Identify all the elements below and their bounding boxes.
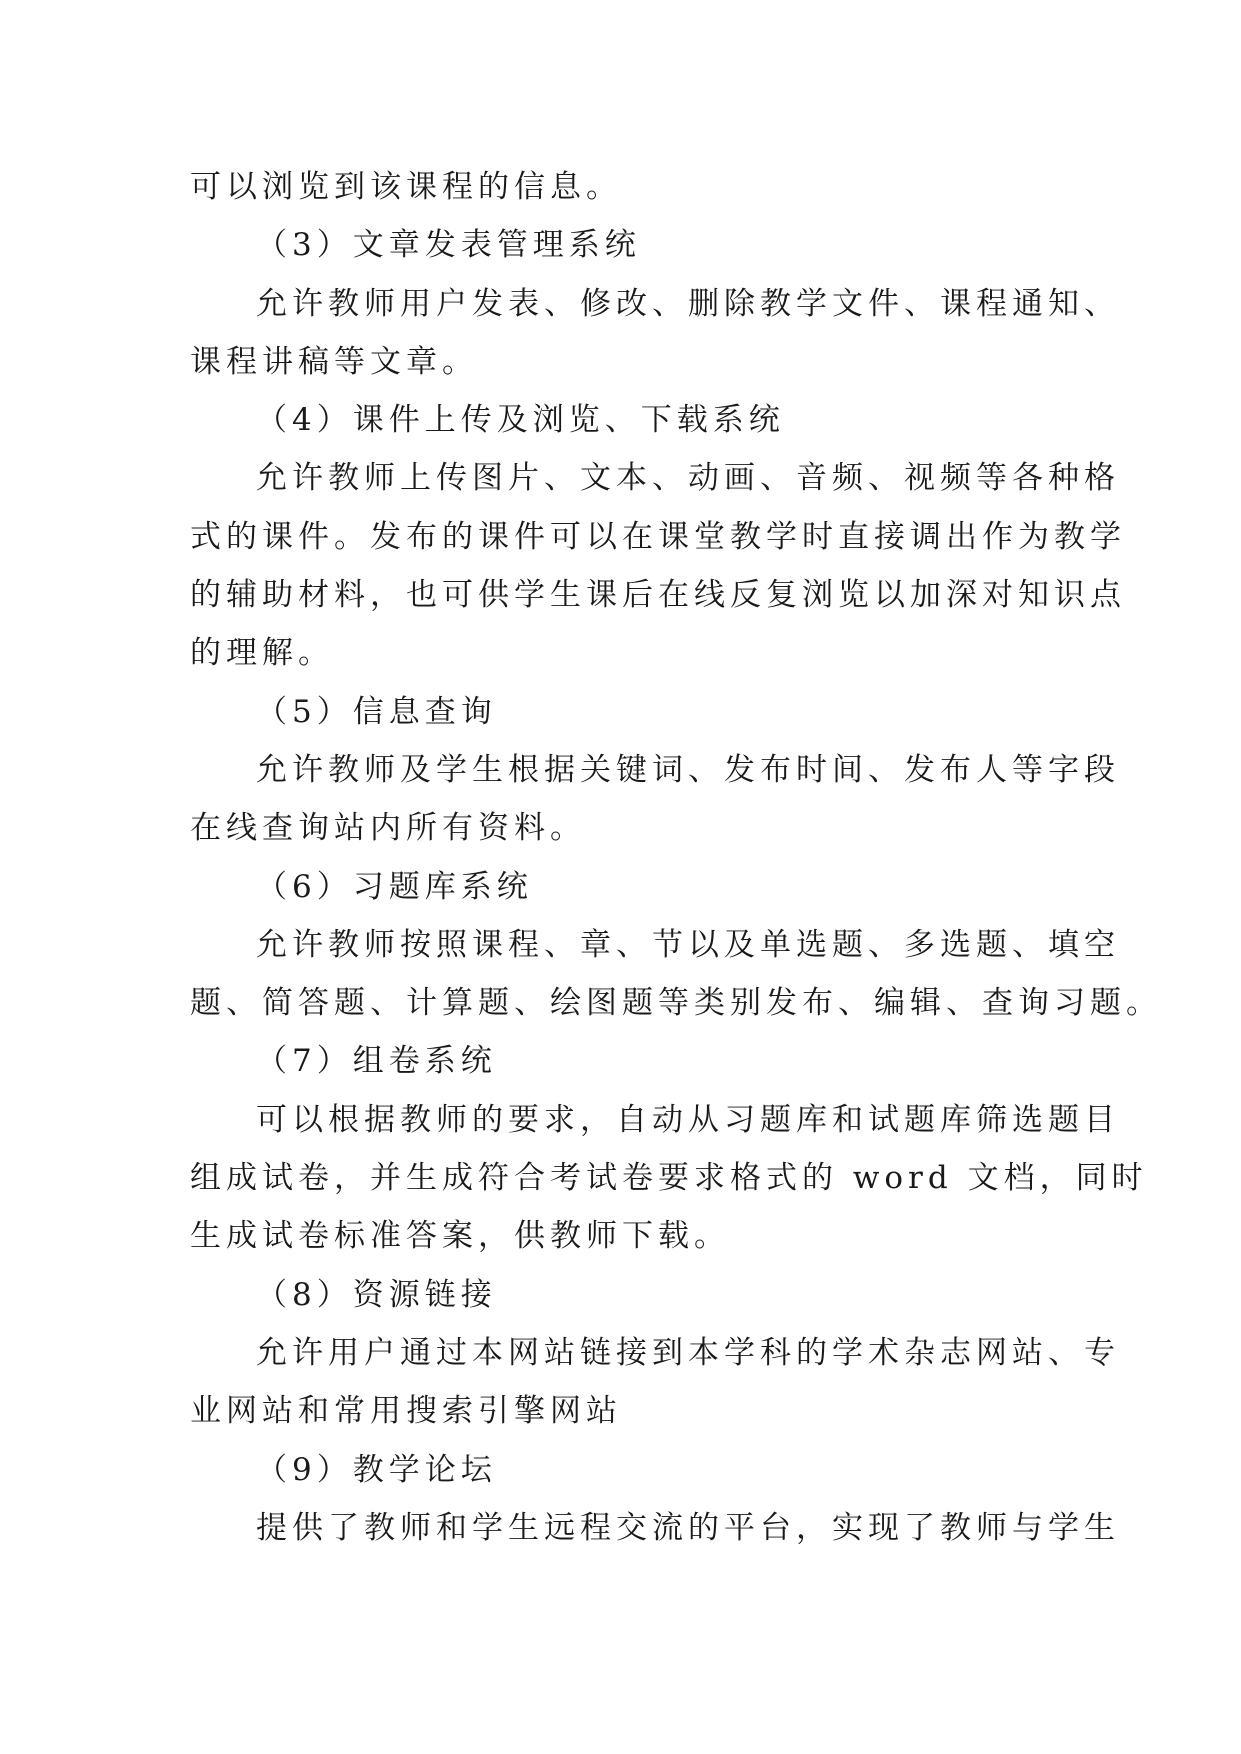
document-body xyxy=(190,158,1162,1557)
paragraph-line: 允许用户通过本网站链接到本学科的学术杂志网站、专 xyxy=(256,1334,1120,1371)
paragraph-line: 业网站和常用搜索引擎网站 xyxy=(190,1393,622,1430)
paragraph-line: 允许教师按照课程、章、节以及单选题、多选题、填空 xyxy=(256,926,1120,963)
paragraph-line: 课程讲稿等文章。 xyxy=(190,343,478,380)
paragraph-line: 可以浏览到该课程的信息。 xyxy=(190,169,622,205)
paragraph-line: 提供了教师和学生远程交流的平台，实现了教师与学生 xyxy=(256,1509,1120,1546)
paragraph-line: 题、简答题、计算题、绘图题等类别发布、编辑、查询习题。 xyxy=(190,985,1162,1022)
paragraph-line: 式的课件。发布的课件可以在课堂教学时直接调出作为教学 xyxy=(190,518,1126,555)
paragraph-line: 的辅助材料，也可供学生课后在线反复浏览以加深对知识点 xyxy=(190,577,1126,614)
paragraph-line: 生成试卷标准答案，供教师下载。 xyxy=(190,1218,730,1255)
section-heading: （7）组卷系统 xyxy=(256,1043,497,1080)
section-heading: （8）资源链接 xyxy=(256,1276,497,1313)
paragraph-line: 的理解。 xyxy=(190,635,334,672)
section-heading: （6）习题库系统 xyxy=(256,868,533,905)
paragraph-line: 允许教师及学生根据关键词、发布时间、发布人等字段 xyxy=(256,751,1120,788)
paragraph-line: 允许教师上传图片、文本、动画、音频、视频等各种格 xyxy=(256,460,1120,497)
paragraph-line: 可以根据教师的要求，自动从习题库和试题库筛选题目 xyxy=(256,1101,1120,1138)
paragraph-line: 组成试卷，并生成符合考试卷要求格式的 word 文档，同时 xyxy=(190,1160,1148,1197)
section-heading: （3）文章发表管理系统 xyxy=(256,227,641,264)
section-heading: （5）信息查询 xyxy=(256,693,497,730)
paragraph-line: 在线查询站内所有资料。 xyxy=(190,810,586,847)
paragraph-line: 允许教师用户发表、修改、删除教学文件、课程通知、 xyxy=(256,285,1120,322)
section-heading: （9）教学论坛 xyxy=(256,1451,497,1488)
section-heading: （4）课件上传及浏览、下载系统 xyxy=(256,402,785,439)
